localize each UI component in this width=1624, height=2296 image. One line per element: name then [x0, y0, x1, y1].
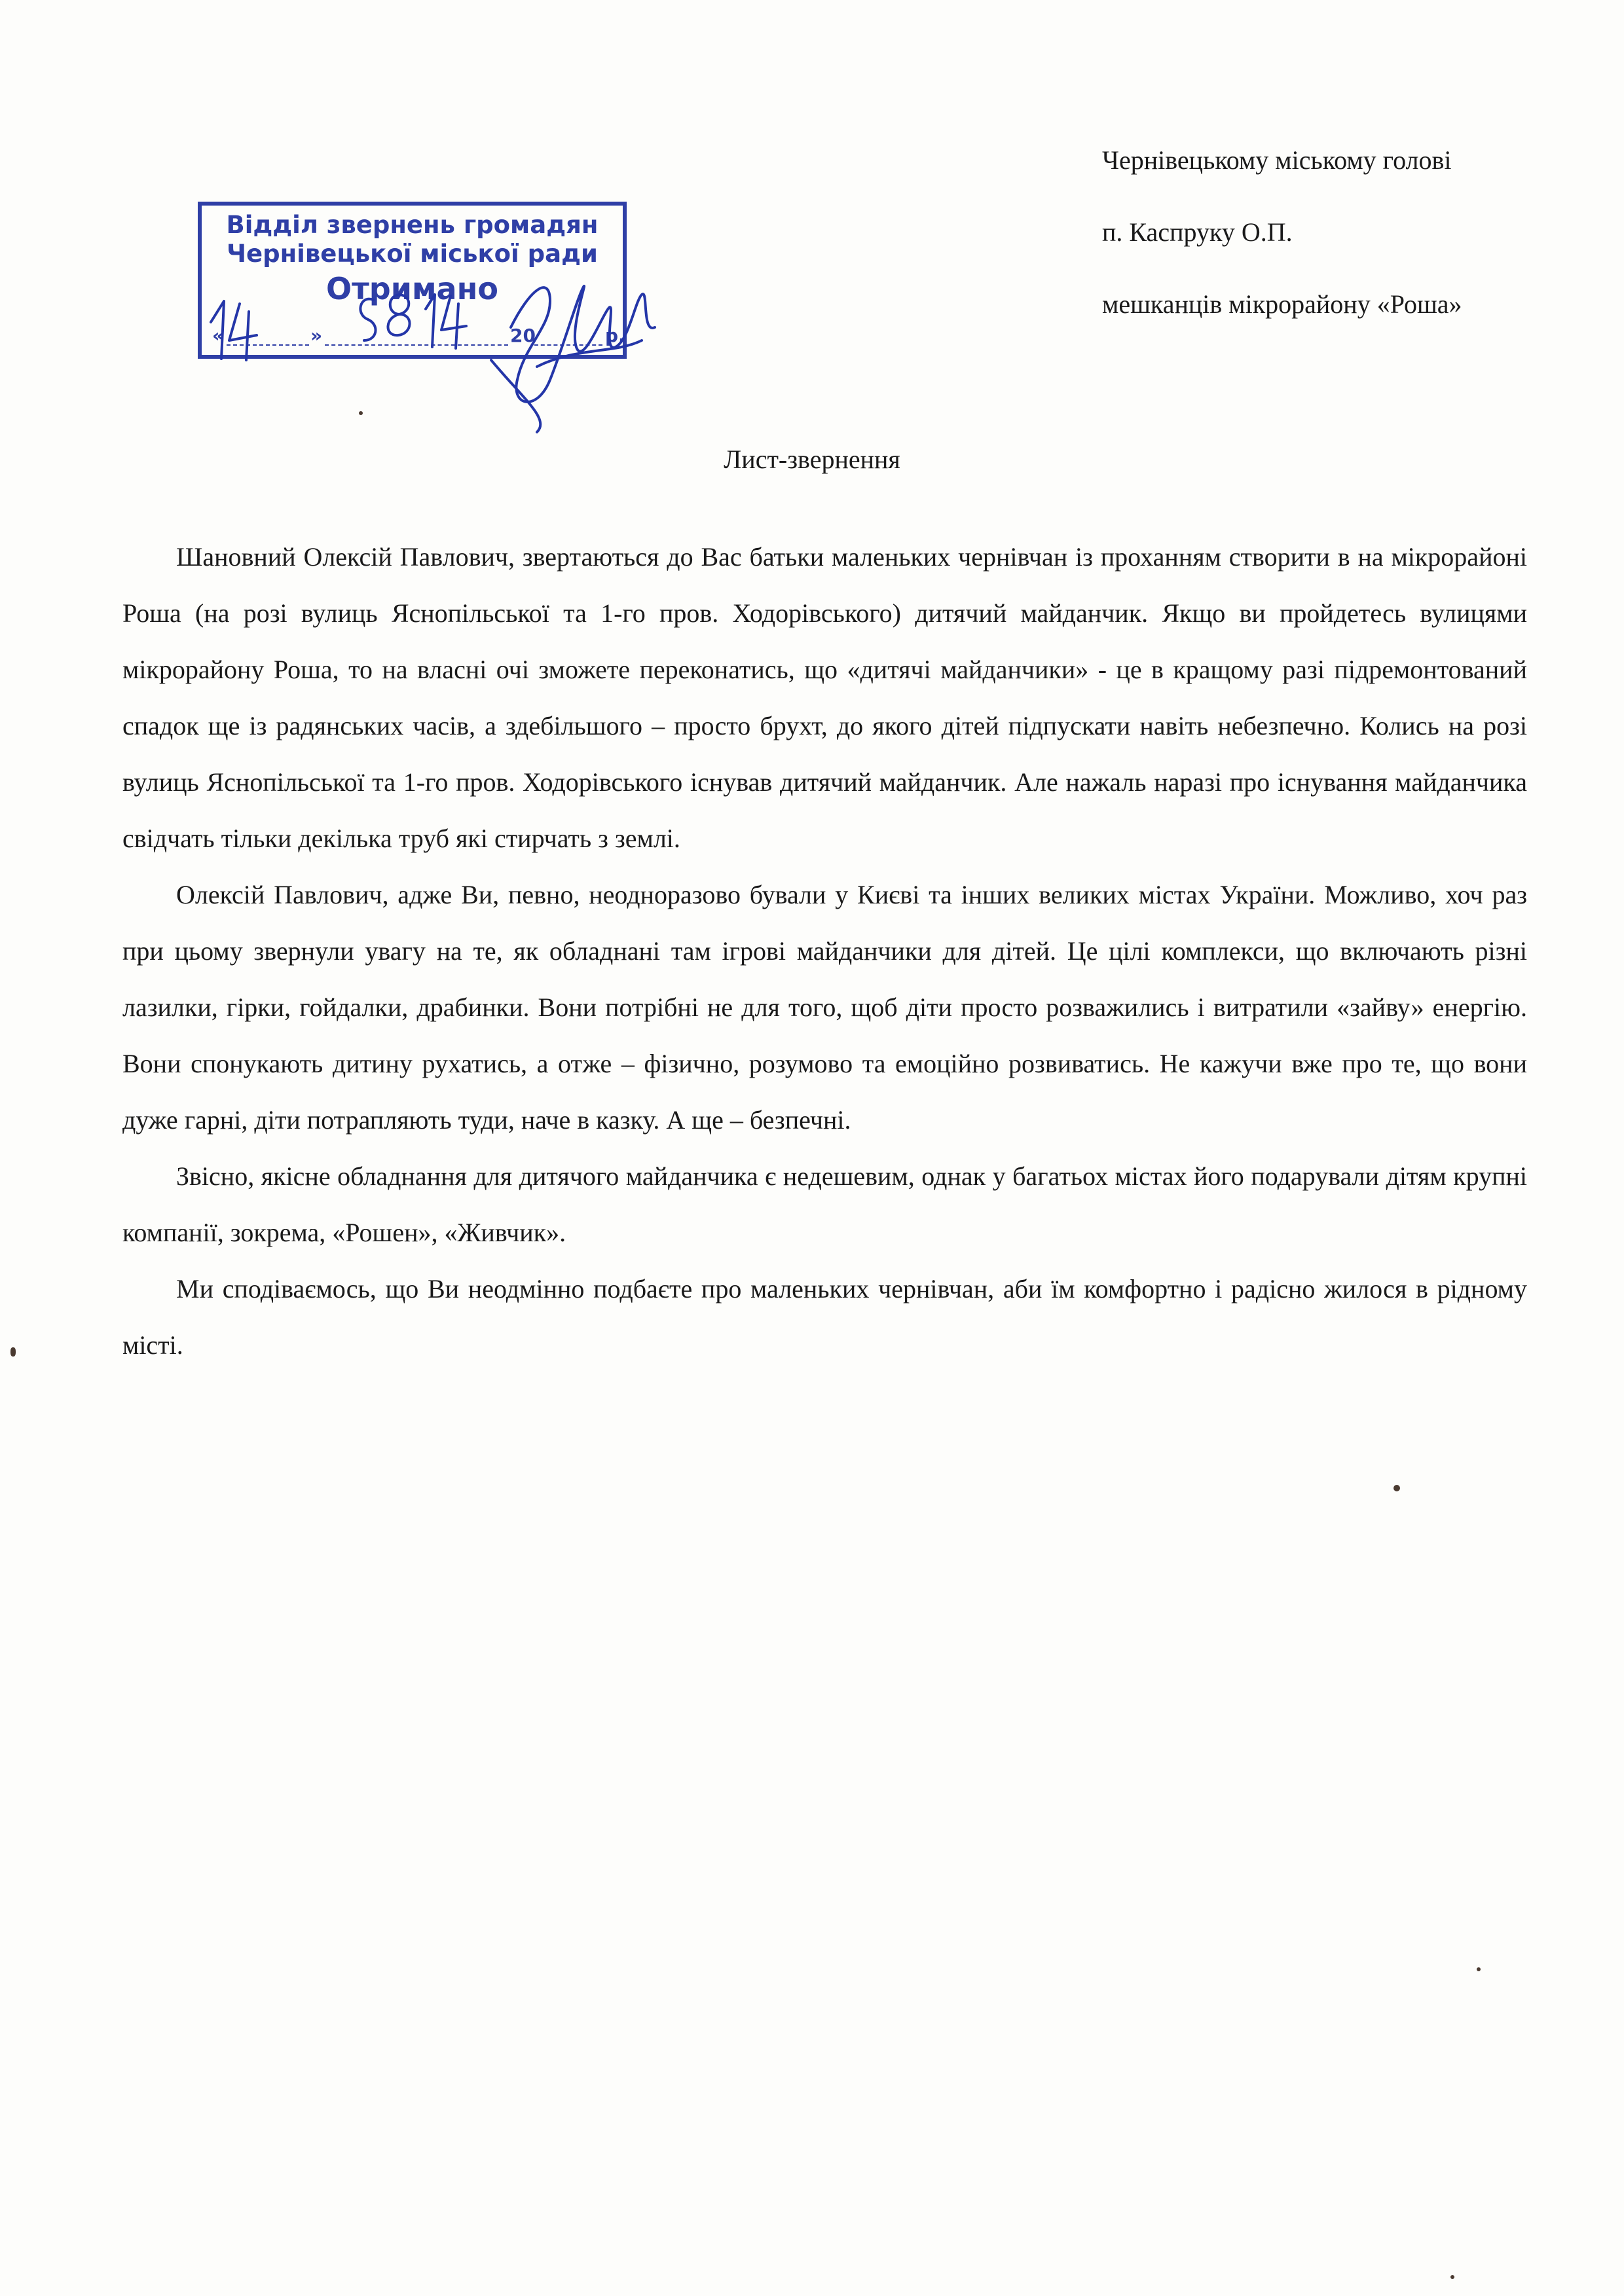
paper-speck: [1477, 1967, 1481, 1971]
handwritten-date-and-signature: [183, 249, 747, 445]
stamp-received: Отримано: [326, 271, 498, 306]
addressee-line-residents: мешканців мікрорайону «Роша»: [1102, 289, 1462, 319]
stamp-quote-open: «: [212, 325, 225, 346]
stamp-year-prefix: 20: [510, 325, 536, 346]
paragraph-2: Олексій Павлович, адже Ви, певно, неодноразово бували у Києві та інших великих містах України. Можливо, хоч раз при цьому звернули увагу на те, як обладнані там ігрові майданчики для дітей. Це цілі комплекси, що включають різні лазилки, гірки, гойдалки, драбинки. Вони потрібні не для того, щоб діти просто розважились і витратили «зайву» енергію. Вони спонукають дитину рухатись, а отже – фізично, розумово та емоційно розвиватись. Не кажучи вже про те, що вони дуже гарні, діти потрапляють туди, наче в казку. А ще – безпечні.: [122, 880, 1527, 1135]
addressee-line-name: п. Каспруку О.П.: [1102, 217, 1293, 247]
paper-speck: [10, 1347, 16, 1357]
paragraph-1: Шановний Олексій Павлович, звертаються до Вас батьки маленьких чернівчан із проханням створити в на мікрорайоні Роша (на розі вулиць Яснопільської та 1-го пров. Ходорівського) дитячий майданчик. Якщо ви пройдетесь вулицями мікрорайону Роша, то на власні очі зможете переконатись, що «дитячі майданчики» - це в кращому разі підремонтований спадок ще із радянських часів, а здебільшого – просто брухт, до якого дітей підпускати навіть небезпечно. Колись на розі вулиць Яснопільської та 1-го пров. Ходорівського існував дитячий майданчик. Але нажаль наразі про існування майданчика свідчать тільки декілька труб які стирчать з землі.: [122, 542, 1527, 853]
letter-body: [122, 529, 1527, 1374]
paragraph-3: Звісно, якісне обладнання для дитячого майданчика є недешевим, однак у багатьох містах його подарували дітям крупні компанії, зокрема, «Рошен», «Живчик».: [122, 1161, 1527, 1247]
paragraph-4: Ми сподіваємось, що Ви неодмінно подбаєте про маленьких чернівчан, аби їм комфортно і радісно жилося в рідному місті.: [122, 1274, 1527, 1360]
stamp-quote-close: »: [310, 325, 323, 346]
addressee-line-mayor: Чернівецькому міському голові: [1102, 145, 1452, 175]
paper-speck: [359, 411, 363, 415]
document-title: Лист-звернення: [724, 445, 900, 474]
stamp-council: Чернівецької міської ради: [227, 240, 598, 268]
addressee-block: [1102, 124, 1600, 340]
paper-speck: [1393, 1485, 1400, 1491]
paper-speck: [1450, 2275, 1454, 2279]
stamp-department: Відділ звернень громадян: [226, 211, 599, 239]
stamp-year-suffix: р.: [605, 325, 625, 346]
